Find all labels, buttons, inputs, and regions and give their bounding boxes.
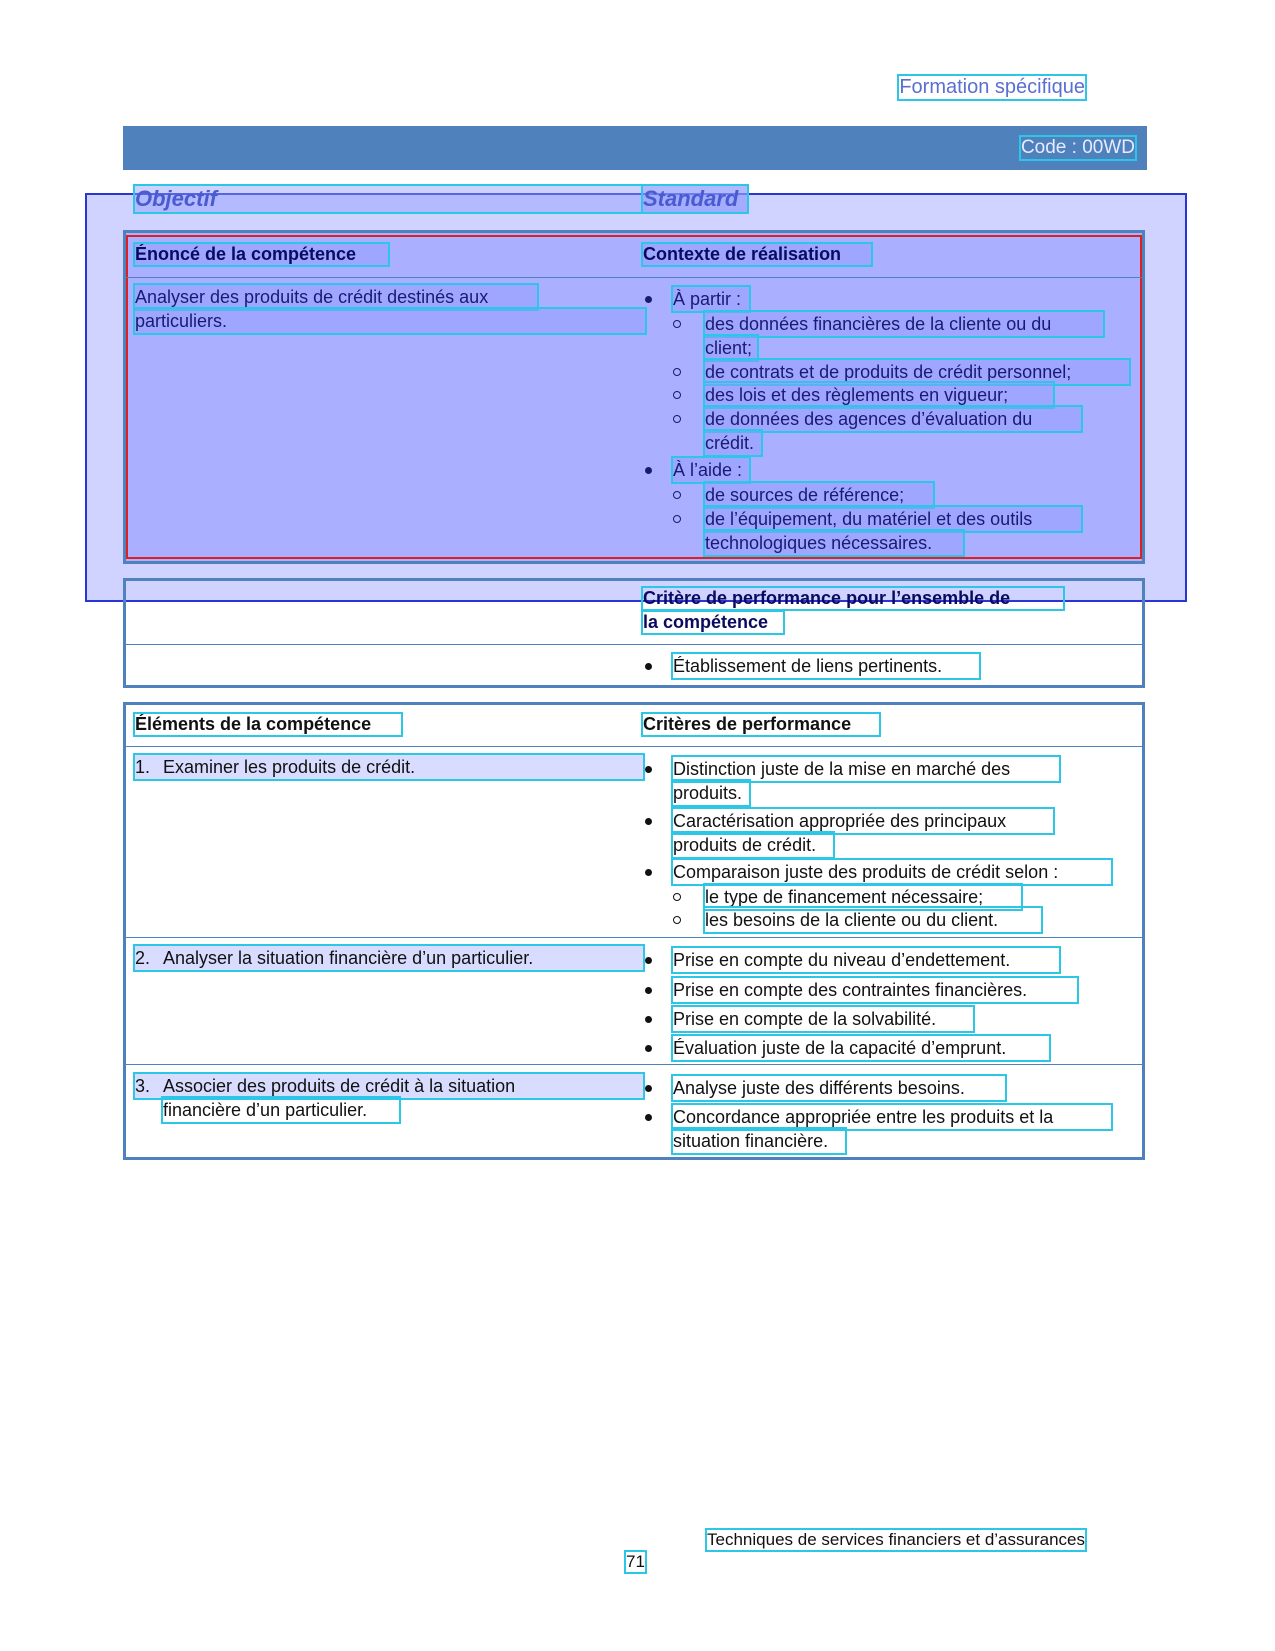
element-label-cont: financière d’un particulier. [163, 1098, 399, 1122]
partir-item: de contrats et de produits de crédit personnel; [705, 360, 1129, 384]
enonce-header: Énoncé de la compétence [135, 244, 388, 265]
criteres-header: Critères de performance [643, 714, 879, 735]
bullet-icon [645, 467, 652, 474]
partir-label: À partir : [673, 287, 749, 311]
element-number: 3. [135, 1076, 151, 1096]
criterion-cont: situation financière. [673, 1129, 845, 1153]
bullet-icon [645, 987, 652, 994]
partir-item-cont: client; [705, 336, 757, 360]
sub-criterion: le type de financement nécessaire; [705, 885, 1021, 909]
sub-bullet-icon [673, 368, 681, 376]
enonce-divider [126, 277, 1142, 278]
competence-statement-line1: Analyser des produits de crédit destinés aux [135, 285, 537, 309]
bullet-icon [645, 818, 652, 825]
partir-item: des lois et des règlements en vigueur; [705, 383, 1053, 407]
sub-bullet-icon [673, 916, 681, 924]
bullet-icon [645, 869, 652, 876]
bullet-icon [645, 1016, 652, 1023]
critere-ensemble-header-cont: la compétence [643, 612, 783, 633]
aide-item: de sources de référence; [705, 483, 933, 507]
program-code: Code : 00WD [1020, 137, 1135, 158]
code-bar [123, 126, 1147, 170]
criterion: Caractérisation appropriée des principaux [673, 809, 1053, 833]
bullet-icon [645, 296, 652, 303]
criterion: Prise en compte du niveau d’endettement. [673, 948, 1059, 972]
aide-item-cont: technologiques nécessaires. [705, 531, 963, 555]
page-number: 71 [626, 1552, 645, 1571]
criterion: Analyse juste des différents besoins. [673, 1076, 1005, 1100]
criterion: Comparaison juste des produits de crédit selon : [673, 860, 1111, 884]
critere-ensemble-header: Critère de performance pour l’ensemble de [643, 588, 1063, 609]
critere-ensemble-item: Établissement de liens pertinents. [673, 654, 979, 678]
criterion: Prise en compte de la solvabilité. [673, 1007, 973, 1031]
partir-item: de données des agences d’évaluation du [705, 407, 1081, 431]
sub-bullet-icon [673, 491, 681, 499]
critere-divider [126, 644, 1142, 645]
competence-statement-line2: particuliers. [135, 309, 645, 333]
criterion-cont: produits. [673, 781, 749, 805]
element-label: Analyser la situation financière d’un particulier. [163, 948, 534, 968]
sub-bullet-icon [673, 320, 681, 328]
aide-item: de l’équipement, du matériel et des outils [705, 507, 1081, 531]
row-divider [126, 937, 1142, 938]
element-label: Associer des produits de crédit à la situation [163, 1076, 516, 1096]
sub-bullet-icon [673, 391, 681, 399]
partir-item: des données financières de la cliente ou du [705, 312, 1103, 336]
criterion: Concordance appropriée entre les produits et la [673, 1105, 1111, 1129]
element-number: 2. [135, 948, 151, 968]
criterion: Évaluation juste de la capacité d’emprunt. [673, 1036, 1049, 1060]
bullet-icon [645, 1085, 652, 1092]
footer-program-title: Techniques de services financiers et d’assurances [707, 1530, 1085, 1549]
sub-bullet-icon [673, 515, 681, 523]
bullet-icon [645, 1045, 652, 1052]
sub-criterion: les besoins de la cliente ou du client. [705, 908, 1041, 932]
sub-bullet-icon [673, 893, 681, 901]
element-row-1 [135, 755, 643, 779]
elements-divider [126, 746, 1142, 747]
standard-label: Standard [643, 186, 747, 212]
partir-item-cont: crédit. [705, 431, 761, 455]
bullet-icon [645, 957, 652, 964]
header-title: Formation spécifique [899, 76, 1085, 98]
element-row-3 [135, 1074, 643, 1098]
criterion-cont: produits de crédit. [673, 833, 833, 857]
bullet-icon [645, 1114, 652, 1121]
element-row-2 [135, 946, 643, 970]
element-number: 1. [135, 757, 151, 777]
element-label: Examiner les produits de crédit. [163, 757, 416, 777]
sub-bullet-icon [673, 415, 681, 423]
objectif-label: Objectif [135, 186, 747, 212]
bullet-icon [645, 766, 652, 773]
criterion: Prise en compte des contraintes financières. [673, 978, 1077, 1002]
criterion: Distinction juste de la mise en marché des [673, 757, 1059, 781]
elements-header: Éléments de la compétence [135, 714, 401, 735]
bullet-icon [645, 663, 652, 670]
aide-label: À l’aide : [673, 458, 749, 482]
contexte-header: Contexte de réalisation [643, 244, 871, 265]
row-divider [126, 1064, 1142, 1065]
